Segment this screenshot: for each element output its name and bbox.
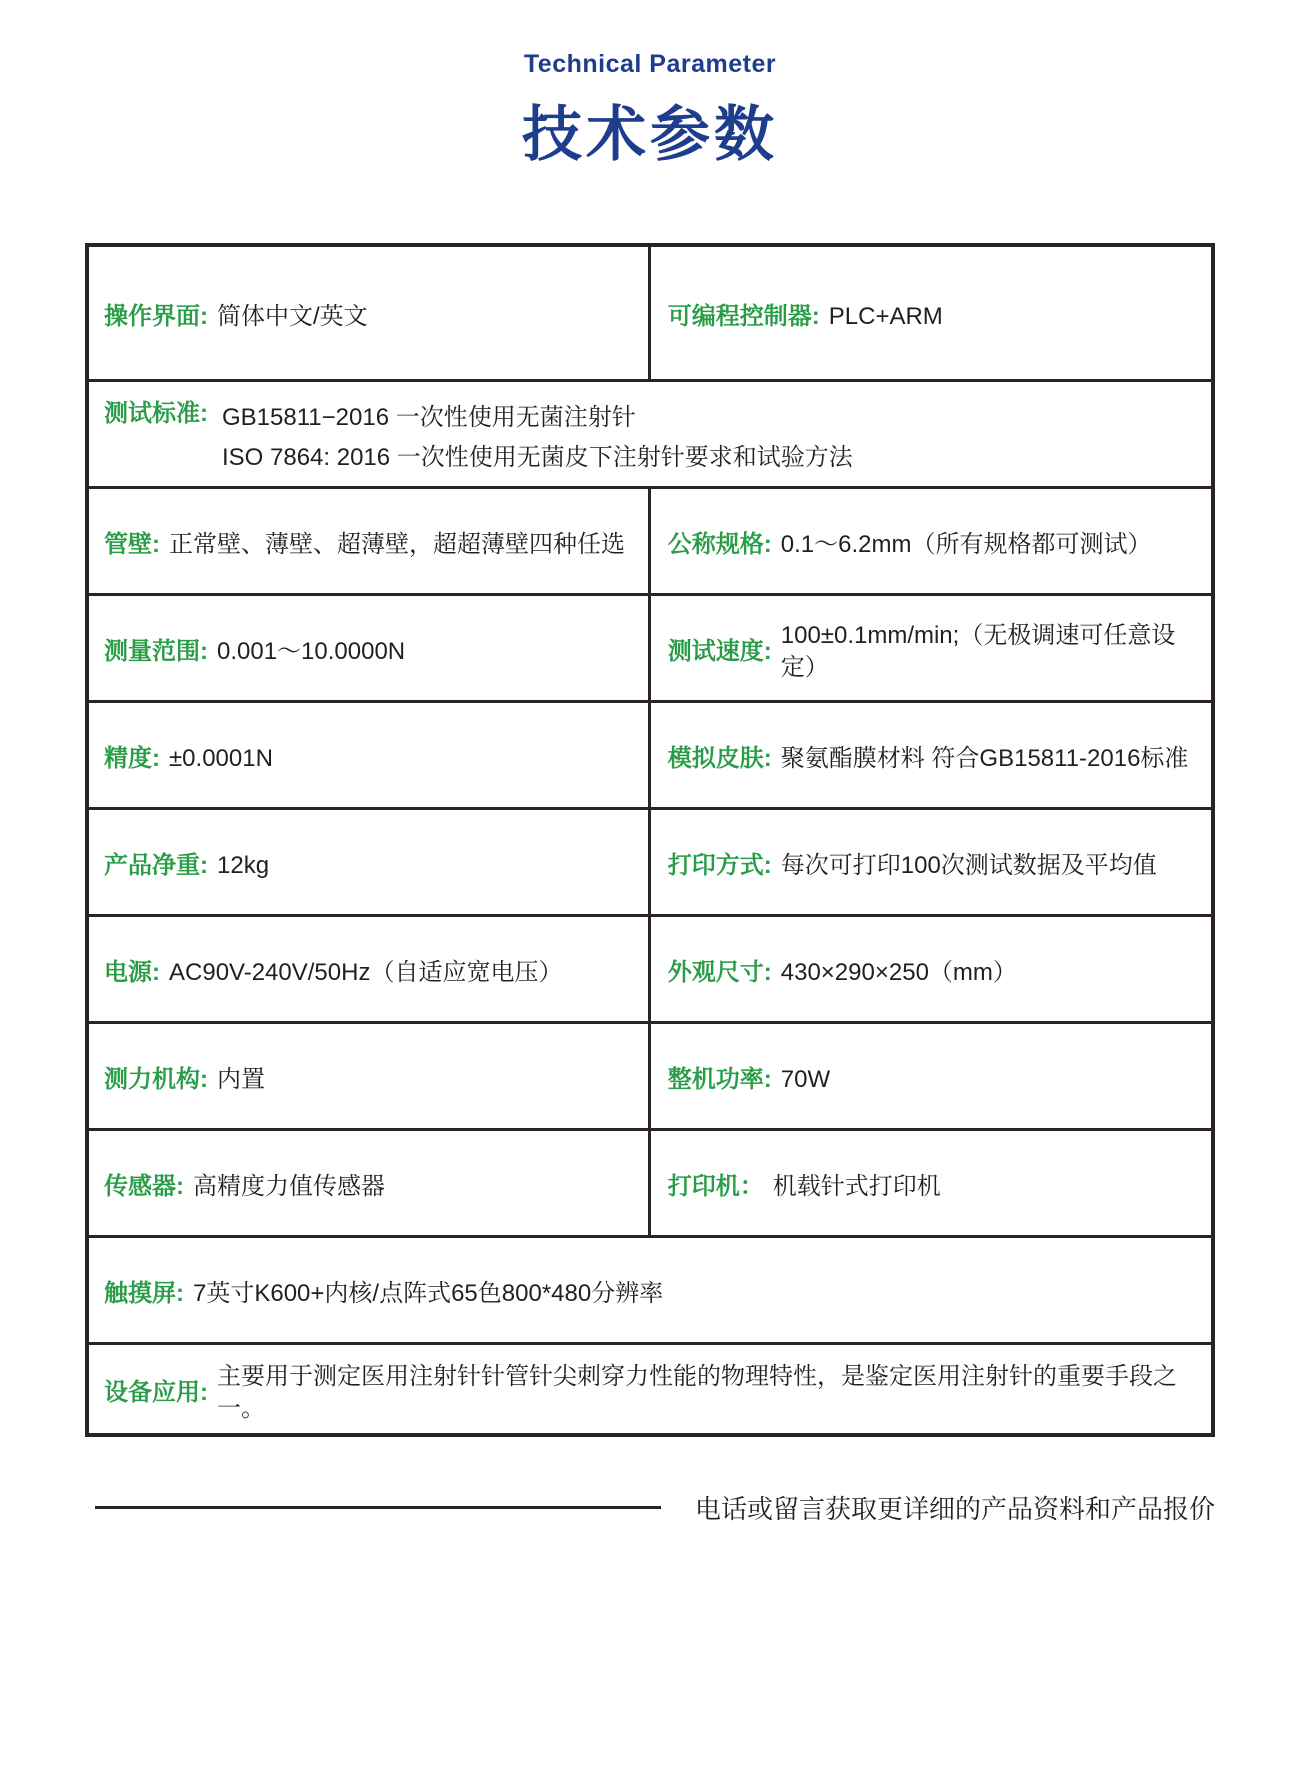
param-label: 模拟皮肤: (667, 744, 772, 772)
param-label: 外观尺寸: (667, 958, 772, 986)
table-cell-right (648, 703, 1211, 807)
table-cell-left (89, 703, 648, 807)
page-header (0, 0, 1300, 173)
table-row (89, 247, 1211, 379)
param-value: 正常壁、薄壁、超薄壁，超超薄壁四种任选 (169, 530, 625, 558)
param-label: 可编程控制器: (667, 302, 820, 330)
subtitle-en: Technical Parameter (523, 50, 777, 78)
table-row (89, 807, 1211, 914)
param-label: 整机功率: (667, 1065, 772, 1093)
param-value: 0.001～10.0000N (217, 637, 406, 665)
param-value: 主要用于测定医用注射针针管针尖刺穿力性能的物理特性，是鉴定医用注射针的重要手段之一。 (217, 1362, 1177, 1422)
footer-note: 电话或留言获取更详细的产品资料和产品报价 (694, 1494, 1215, 1524)
table-cell-right (648, 1024, 1211, 1128)
param-label: 测力机构: (104, 1065, 208, 1093)
table-row (89, 1021, 1211, 1128)
spec-table (85, 243, 1215, 1437)
param-label: 设备应用: (104, 1378, 208, 1406)
param-value: 每次可打印100次测试数据及平均值 (780, 851, 1157, 879)
multiline-group (104, 398, 853, 477)
table-row (89, 914, 1211, 1021)
table-row (89, 1128, 1211, 1235)
param-value: 430×290×250（mm） (780, 958, 1017, 986)
param-value: 简体中文/英文 (217, 302, 368, 330)
param-value: 12kg (217, 851, 270, 879)
param-label: 测试速度: (667, 637, 772, 665)
table-row (89, 379, 1211, 486)
param-value: 0.1～6.2mm（所有规格都可测试） (780, 530, 1152, 558)
param-label: 精度: (104, 744, 160, 772)
param-value: AC90V-240V/50Hz（自适应宽电压） (169, 958, 563, 986)
table-row (89, 700, 1211, 807)
param-value: 7英寸K600+内核/点阵式65色800*480分辨率 (193, 1279, 664, 1307)
param-label: 操作界面: (104, 302, 208, 330)
param-label: 测试标准: (104, 400, 208, 428)
param-value: 高精度力值传感器 (193, 1172, 385, 1200)
divider-line (95, 1506, 661, 1509)
param-label: 公称规格: (667, 530, 772, 558)
table-cell-right (648, 917, 1211, 1021)
param-value: 70W (780, 1065, 831, 1093)
table-cell-full (89, 1345, 1211, 1433)
table-cell-left (89, 917, 648, 1021)
param-value-line: GB15811−2016 一次性使用无菌注射针 (222, 404, 636, 432)
table-cell-full (89, 1238, 1211, 1342)
param-value: 机载针式打印机 (772, 1172, 941, 1200)
param-label: 触摸屏: (104, 1279, 184, 1307)
param-label: 传感器: (104, 1172, 184, 1200)
table-row (89, 1235, 1211, 1342)
page-title: 技术参数 (522, 101, 778, 168)
table-row (89, 1342, 1211, 1433)
table-cell-right (648, 1131, 1211, 1235)
table-cell-right (648, 247, 1211, 379)
table-cell-left (89, 489, 648, 593)
table-cell-right (648, 596, 1211, 700)
table-cell-left (89, 810, 648, 914)
param-value: PLC+ARM (828, 302, 943, 330)
table-cell-right (648, 489, 1211, 593)
table-cell-left (89, 1131, 648, 1235)
param-label: 产品净重: (104, 851, 208, 879)
footer (85, 1489, 1215, 1526)
param-value: ±0.0001N (169, 744, 273, 772)
table-cell-right (648, 810, 1211, 914)
param-value: 内置 (217, 1065, 265, 1093)
table-row (89, 486, 1211, 593)
param-label: 电源: (104, 958, 160, 986)
param-label: 管壁: (104, 530, 160, 558)
param-label: 打印机： (667, 1172, 764, 1200)
param-label: 测量范围: (104, 637, 208, 665)
param-value: 100±0.1mm/min;（无极调速可任意设定） (780, 621, 1176, 681)
param-value: 聚氨酯膜材料 符合GB15811-2016标准 (780, 744, 1189, 772)
table-cell-left (89, 596, 648, 700)
table-cell-left (89, 247, 648, 379)
param-value-lines (222, 398, 853, 477)
table-cell-full (89, 382, 1211, 486)
param-value-line: ISO 7864: 2016 一次性使用无菌皮下注射针要求和试验方法 (222, 444, 853, 471)
table-row (89, 593, 1211, 700)
param-label: 打印方式: (667, 851, 772, 879)
table-cell-left (89, 1024, 648, 1128)
